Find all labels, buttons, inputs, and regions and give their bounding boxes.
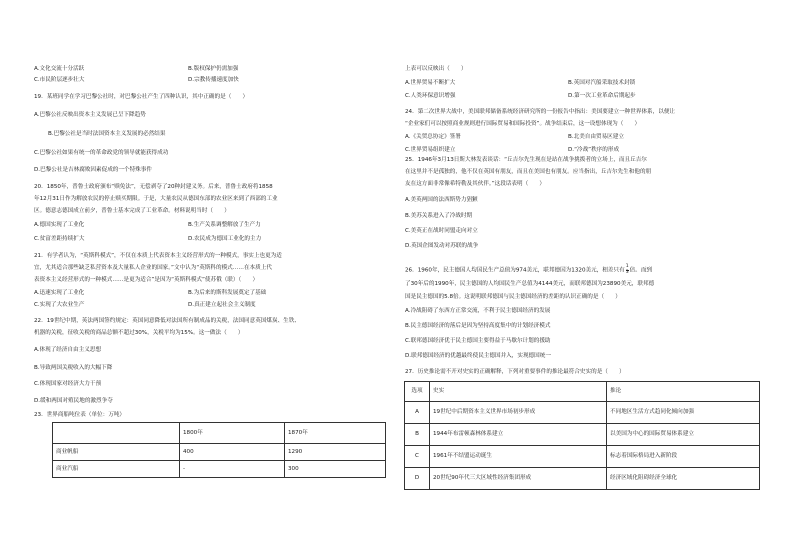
q26-text-a: 26．1960年，民主德国人均国民生产总值为974美元，联邦德国为1320美元，相差只有	[405, 267, 625, 274]
question-19-stem: 19．某班同学在学习巴黎公社时，对巴黎公社产生了四种认识，其中正确的是（ ）	[34, 94, 249, 100]
q24-option-b: B.北美自由贸易区建立	[568, 134, 624, 140]
q23-option-b: B.英国对汽船采取技术封锁	[568, 80, 636, 86]
table-header-cell: 1800年	[180, 423, 285, 444]
question-21-line1: 21．有学者认为，“英斯科模式”，不仅在本质上代表资本主义经营形式的一种模式，事实上也更为适	[34, 253, 282, 259]
option-b: B.版权保护仍需加强	[188, 66, 239, 72]
question-25-line2: 在这里并不是孤独的，他不仅在英国有朋友，而且在美国也有朋友。应当指出，丘吉尔先生和他的朋	[405, 169, 652, 175]
table-row	[53, 461, 386, 478]
table-cell: 400	[180, 444, 285, 461]
q25-option-b: B.美苏关系进入了冷战时期	[405, 213, 473, 219]
table-header-cell	[53, 423, 180, 444]
q22-option-c: C.体现国家对经济大力干预	[34, 381, 102, 387]
q22-option-d: D.缓和两国对殖民地的激烈争夺	[34, 398, 113, 404]
q20-option-a: A.德国实现了工业化	[34, 222, 85, 228]
table-cell: 300	[285, 461, 386, 478]
q26-option-c: C.联邦德国经济优于民主德国主要得益于马歇尔计划的援助	[405, 338, 551, 344]
option-d: D.宗教传播速度加快	[188, 77, 239, 83]
question-26-line1	[405, 265, 652, 275]
table-row	[405, 402, 760, 424]
table-row	[53, 444, 386, 461]
q25-option-a: A.美英两国的法西斯势力猖獗	[405, 197, 478, 203]
table-cell: 商业汽船	[53, 461, 180, 478]
table-cell: 不同地区生活方式趋同化倾向加强	[607, 402, 760, 424]
option-a: A.文化交流十分活跃	[34, 66, 85, 72]
question-20-line3: 区。德意志德国成立前夕，普鲁士基本完成了工业革命。材料说明当时（ ）	[34, 208, 230, 214]
question-27-stem: 27．历史推论需不开对史实的正确解释，下列对重要事件的推论最符合史实的是（ ）	[405, 369, 625, 375]
q21-option-a: A.迅速实现了工业化	[34, 290, 85, 296]
fraction-denominator: 3	[625, 269, 629, 275]
table-cell: 以美国为中心的国际贸易体系建立	[607, 424, 760, 446]
q26-option-a: A.冷战阻碍了东西方正常交流，不利于民主德国经济的发展	[405, 308, 551, 314]
q19-option-b: B.巴黎公社是当时法国资本主义发展的必然结果	[48, 131, 166, 137]
table-row	[405, 424, 760, 446]
q24-option-a: A.《关贸总协定》签署	[405, 134, 461, 140]
question-24-line1: 24．第二次世界大战中，美国联邦储备系统经济研究所的一份报告中指出：美国要建立一种世界体系，以便让	[405, 109, 676, 115]
fraction	[626, 265, 629, 275]
question-25-line1: 25．1946年3月13日斯大林发表谈话：“丘吉尔先生现在是站在战争挑拨者的立场上，而且丘吉尔	[405, 157, 647, 163]
q23-option-a: A.世界贸易不断扩大	[405, 80, 456, 86]
q25-option-c: C.美英正在战时同盟走向对立	[405, 228, 478, 234]
q20-option-d: D.农民成为德国工业化的主力	[188, 236, 262, 242]
table-cell: 标志着国际格局进入新阶段	[607, 446, 760, 468]
table-cell: A	[405, 402, 430, 424]
question-22-line1: 22．19世纪中期，英法两国签约规定：英国同意降低对法国所有制成品的关税，法国同意英国煤炭、生铁、	[34, 318, 300, 324]
table-cell: 1961年不结盟运动诞生	[430, 446, 607, 468]
table-row	[405, 446, 760, 468]
question-21-line2: 宜，尤其适合那些缺乏私营资本及大量私人企业的国家。”文中认为“英斯科的模式……在本质上代	[34, 265, 272, 271]
q19-option-a: A.巴黎公社反映出资本主义发展已呈下降趋势	[34, 112, 146, 118]
ship-tonnage-table	[52, 422, 386, 478]
q26-option-d: D.联邦德国经济的优越最终使民主德国并入，实现德国统一	[405, 353, 551, 359]
table-cell: C	[405, 446, 430, 468]
table-cell: 19世纪中后期资本主义世界市场初步形成	[430, 402, 607, 424]
table-cell: B	[405, 424, 430, 446]
question-25-line3: 友在这方面非常像希特勒及其伙伴。”这段话表明（ ）	[405, 181, 545, 187]
table-cell: D	[405, 468, 430, 490]
table-header-cell: 史实	[430, 382, 607, 402]
q21-option-d: D.真正建立起社会主义制度	[188, 302, 256, 308]
question-21-line3: 表资本主义经营形式的一种模式……是更为适合”是因为“英斯科模式”使苏俄（联）（ ）	[34, 277, 259, 283]
question-20-line2: 年12月31日作为解放农民的停止赎买期限。于是，大量农民从德国东部的农业区来到了西部的工业	[34, 196, 278, 202]
q20-option-c: C.贫富差距持续扩大	[34, 236, 85, 242]
q22-option-b: B.导致两国关税收入的大幅下降	[34, 365, 113, 371]
q25-option-d: D.英国企图发动对苏联的战争	[405, 243, 479, 249]
q19-option-c: C.巴黎公社如果有统一的革命政党的领导就能获得成功	[34, 150, 169, 156]
table-cell: 1944年布雷顿森林体系建立	[430, 424, 607, 446]
q20-option-b: B.生产关系调整解放了生产力	[188, 222, 261, 228]
option-c: C.市民阶层逐步壮大	[34, 77, 85, 83]
table-cell: 1290	[285, 444, 386, 461]
q19-option-d: D.巴黎公社是吉林腐败因素促成的一个特殊事件	[34, 167, 152, 173]
q21-option-c: C.实现了大农业生产	[34, 302, 85, 308]
table-header-cell: 选项	[405, 382, 430, 402]
table-header-cell: 推论	[607, 382, 760, 402]
q26-text-b: 倍。而到	[629, 267, 653, 274]
q24-option-c: C.世界贸易组织建立	[405, 147, 456, 153]
table-cell: -	[180, 461, 285, 478]
fraction-numerator: 1	[625, 264, 629, 269]
table-cell: 经济区域化阻碍经济全球化	[607, 468, 760, 490]
inference-table	[404, 381, 760, 490]
q23-option-d: D.第一次工业革命后期起步	[568, 93, 636, 99]
question-23-prompt: 上表可以反映出（ ）	[405, 66, 467, 72]
question-23-stem: 23．世界商船吨位表（单位：万吨）	[34, 412, 126, 418]
q26-option-b: B.民主德国经济的落后是因为坚持高度集中的计划经济模式	[405, 323, 551, 329]
table-header-cell: 1870年	[285, 423, 386, 444]
table-row	[405, 468, 760, 490]
question-24-line2: “企业家们可以按照商业规则进行国际贸易和国际投资”。战争结束后，这一设想体现为（ ）	[405, 121, 641, 127]
q21-option-b: B.为后来的斯科发展奠定了基础	[188, 290, 267, 296]
question-22-line2: 机器的关税，征收关税的商品总额不超过30%，关税平均为15%。这一做法（ ）	[34, 330, 244, 336]
question-26-line3: 国是民主德国的5.8倍。这说明联邦德国与民主德国经济的差距的认识正确的是（ ）	[405, 294, 621, 300]
q22-option-a: A.体现了经济自由主义思想	[34, 347, 102, 353]
table-cell: 20世纪90年代三大区域性经济集团形成	[430, 468, 607, 490]
table-header-row	[405, 382, 760, 402]
question-26-line2: 了30年后的1990年，民主德国的人均国民生产总值为4144美元，而联邦德国为23890美元，联邦德	[405, 281, 655, 287]
table-header-row	[53, 423, 386, 444]
q24-option-d: D.“冷战”秩序的形成	[568, 147, 620, 153]
q23-option-c: C.人类环保意识增强	[405, 93, 456, 99]
question-20-line1: 20．1850年，普鲁士政府颁布“赎免法”，无偿剥夺了20种封建义务。后来，普鲁士政府将1858	[34, 184, 273, 190]
table-cell: 商业帆船	[53, 444, 180, 461]
